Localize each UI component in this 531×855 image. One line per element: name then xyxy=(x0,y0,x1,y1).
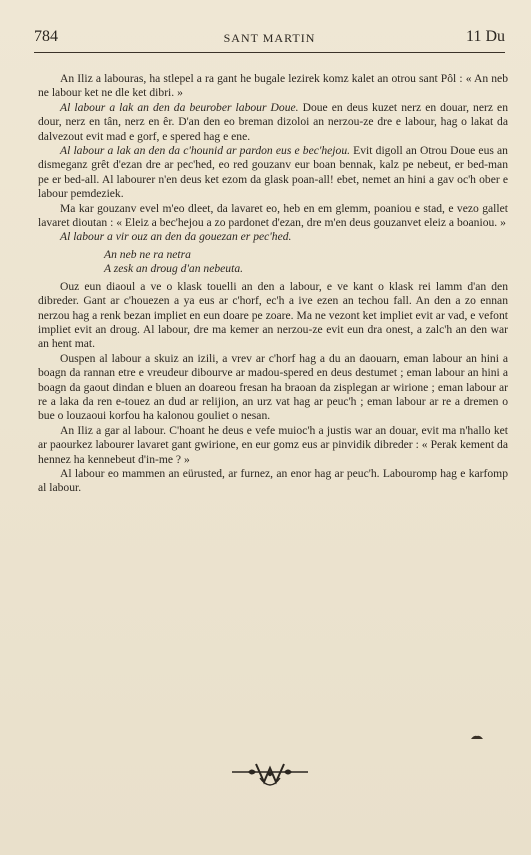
body-text xyxy=(38,72,508,496)
running-title: SANT MARTIN xyxy=(223,31,316,45)
paragraph: Ouz eun diaoul a ve o klask touelli an den a labour, e ve kant o klask rei lamm d'an den dibreder. Gant ar c'houezen a ya eus ar c'horf, ec'h a ive ezen an techou fall. An den a zo ennan nerzou hag a renk bezan impliet en eun doare pe zoare. Ma ne vezont ket impliet evit ar vad, e vefont impliet evit an droug. Al labour, dre ma kemer an nerzou-ze evit eun dra onest, a zalc'h an den war an hent mat. xyxy=(38,279,508,351)
tailpiece-ornament-icon xyxy=(230,758,310,794)
page-number: 784 xyxy=(34,28,58,45)
paragraph: Ouspen al labour a skuiz an izili, a vrev ar c'horf hag a du an daouarn, eman labour an hini a boagn da rannan etre e vreudeur dibourve ar madou-spered en deus destumet ; eman labour an hini a boagn da gaout dindan e bluen an doareou fresan ha braoan da zisplegan ar wirione ; eman labour ar re a laka da ren e-touez an dud ar relijion, an urz vat hag ar peuc'h ; eman labour ar re a dremen o bue o louzaoui korfou ha kalonou gouliet o nesan. xyxy=(38,351,508,423)
paragraph-italic: Al labour a vir ouz an den da gouezan er pec'hed. xyxy=(60,230,292,244)
paragraph: Al labour a lak an den da c'hounid ar pardon eus e bec'hejou. Evit digoll an Otrou Doue eus an dismeganz grêt d'ezan dre ar pec'hed, eo red gouzanv eur boan bennak, kalz pe nebeut, er bed-man pe er bed-all. Al labourer n'en deus ket ezom da glask poan-all! ebet, nemet an hini a gav oc'h ober e labour pemdeziek. xyxy=(38,144,508,201)
paragraph: Al labour a lak an den da beurober labour Doue. Doue en deus kuzet nerz en douar, nerz en dour, nerz en tân, nerz en êr. D'an den eo breman dizoloi an nerzou-ze dre e labour, hag o lakat da dalvezout evit mad e gorf, e spered hag e ene. xyxy=(38,100,508,143)
paragraph: Ma kar gouzanv evel m'eo dleet, da lavaret eo, heb en em glemm, poaniou e stad, e vezo gallet lavaret dioutan : « Eleiz a bec'hejou a zo pardonet d'ezan, dre m'en deus gouzanvet eleiz a boaniou. » xyxy=(38,201,508,230)
paragraph-lead: Al labour a lak an den da c'hounid ar pardon eus e bec'hejou. xyxy=(60,144,351,158)
header-date: 11 Du xyxy=(466,28,505,45)
header-rule xyxy=(34,52,505,53)
verse-line: An neb ne ra netra xyxy=(104,247,191,261)
verse-line: A zesk an droug d'an nebeuta. xyxy=(104,262,244,276)
paragraph-lead: Al labour a lak an den da beurober labour Doue. xyxy=(60,100,299,114)
paragraph: An Iliz a gar al labour. C'hoant he deus e vefe muioc'h a justis war an douar, evit ma n'hallo ket ar paourkez labourer lavaret gant gwirione, en eur gomz eus ar pinvidik dibreder : « Perak kement da hennez ha kennebeut d'in-me ? » xyxy=(38,423,508,466)
running-header xyxy=(34,28,505,52)
ink-spot-icon xyxy=(470,734,484,740)
paragraph: An Iliz a labouras, ha stlepel a ra gant he bugale lezirek komz kalet an otrou sant Pôl : « An neb ne labour ket ne dle ket dibri. » xyxy=(38,72,508,100)
paragraph: Al labour eo mammen an eürusted, ar furnez, an enor hag ar peuc'h. Labouromp hag e karfomp al labour. xyxy=(38,466,508,495)
